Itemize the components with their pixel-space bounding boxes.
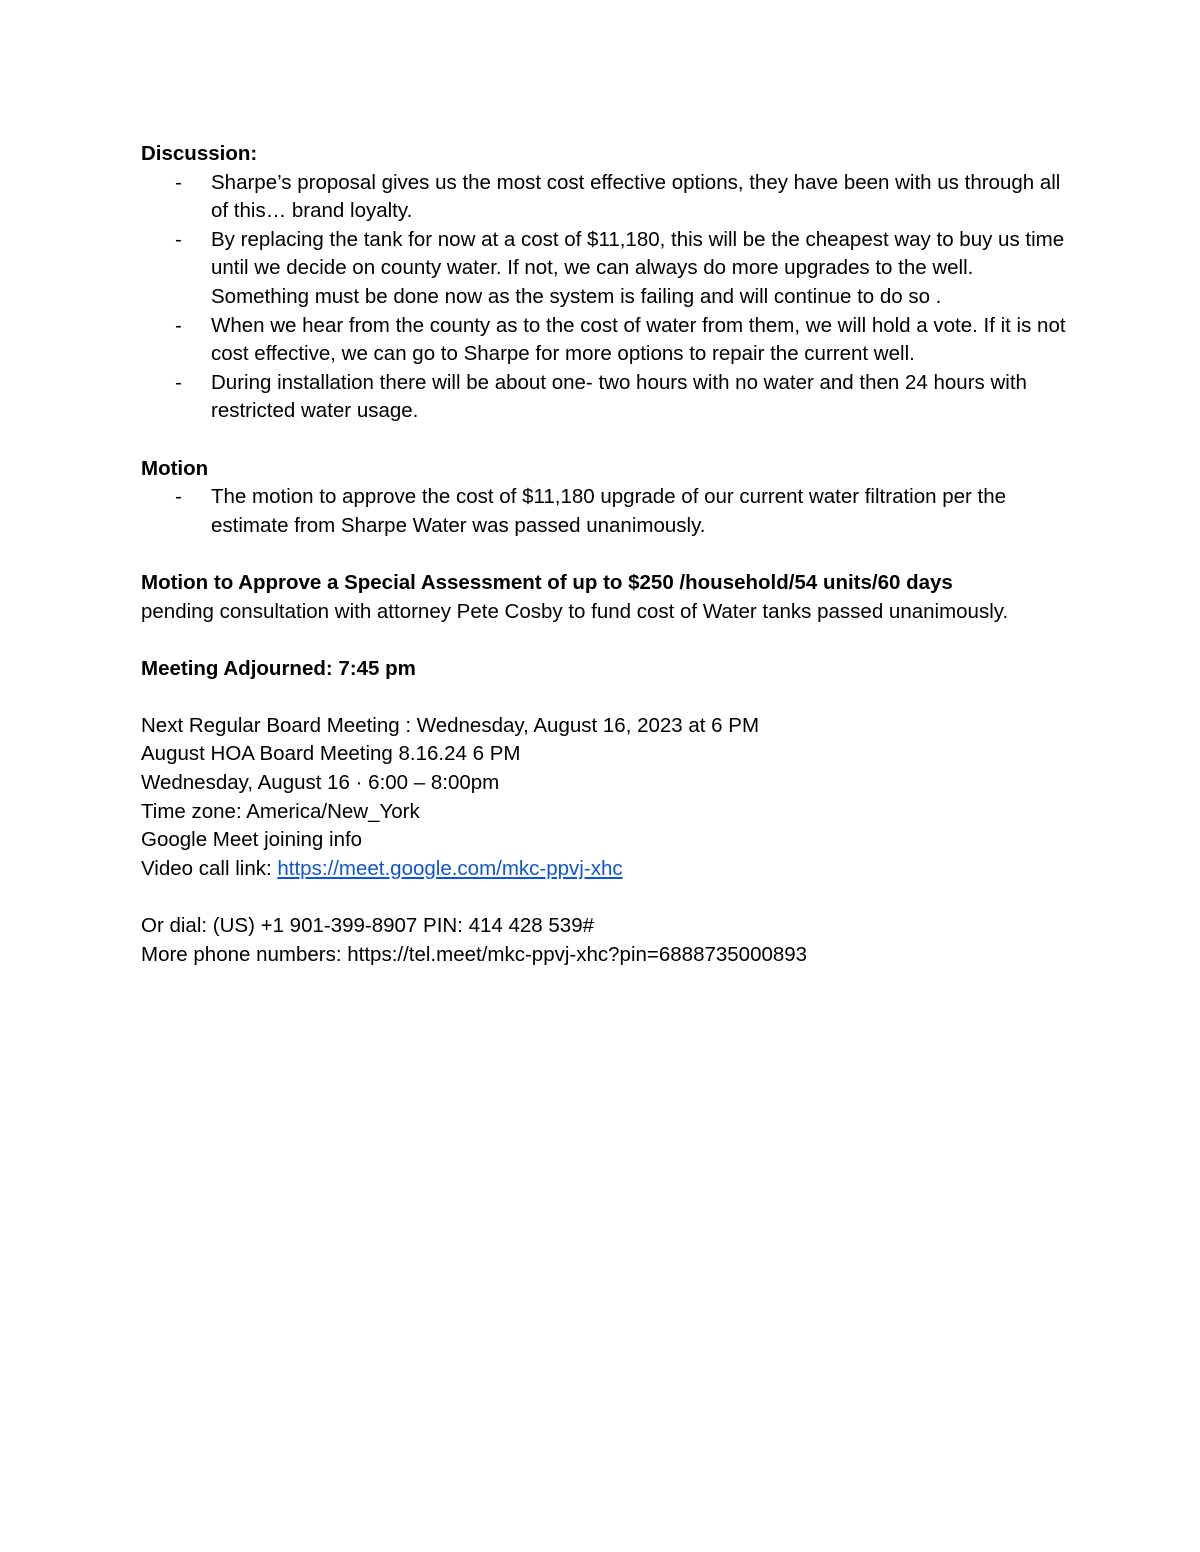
discussion-list [141, 169, 1071, 426]
more-numbers-line: More phone numbers: https://tel.meet/mkc-ppvj-xhc?pin=6888735000893 [141, 942, 808, 966]
discussion-item-text: When we hear from the county as to the cost of water from them, we will hold a vote. If it is not cost effective, we can go to Sharpe for more options to repair the current well. [211, 313, 1066, 366]
discussion-item [141, 369, 1071, 426]
next-meeting-line: Next Regular Board Meeting : Wednesday, August 16, 2023 at 6 PM [141, 713, 760, 737]
adjourned-heading: Meeting Adjourned: 7:45 pm [141, 656, 416, 680]
discussion-item [141, 312, 1071, 369]
meeting-title-line: August HOA Board Meeting 8.16.24 6 PM [141, 742, 521, 766]
discussion-item-text: Sharpe’s proposal gives us the most cost effective options, they have been with us through all of this… brand loyalty. [211, 170, 1061, 223]
spacer [141, 683, 1071, 712]
motion-list [141, 483, 1071, 540]
video-call-label: Video call link: [141, 856, 278, 880]
dash-bullet: - [175, 227, 182, 251]
video-call-line [141, 855, 1071, 884]
spacer [141, 426, 1071, 455]
motion-item [141, 483, 1071, 540]
meeting-time-line: Wednesday, August 16 · 6:00 – 8:00pm [141, 771, 500, 795]
meet-info-line: Google Meet joining info [141, 828, 363, 852]
time-zone-line: Time zone: America/New_York [141, 799, 420, 823]
motion-heading: Motion [141, 456, 209, 480]
dash-bullet: - [175, 313, 182, 337]
document-page [141, 140, 1071, 969]
spacer [141, 540, 1071, 569]
discussion-item-text: By replacing the tank for now at a cost of $11,180, this will be the cheapest way to buy us time until we decide on county water. If not, we can always do more upgrades to the well. Something must be done now as the system is failing and will continue to do so . [211, 227, 1065, 308]
dash-bullet: - [175, 170, 182, 194]
assessment-text: pending consultation with attorney Pete Cosby to fund cost of Water tanks passed unanimously. [141, 599, 1009, 623]
video-call-link[interactable]: https://meet.google.com/mkc-ppvj-xhc [277, 856, 623, 880]
motion-item-text: The motion to approve the cost of $11,180 upgrade of our current water filtration per the estimate from Sharpe Water was passed unanimously. [211, 485, 1007, 537]
discussion-item-text: During installation there will be about one- two hours with no water and then 24 hours with restricted water usage. [211, 370, 1027, 423]
dash-bullet: - [175, 485, 182, 509]
discussion-item [141, 226, 1071, 312]
dial-in-line: Or dial: (US) +1 901-399-8907 PIN: 414 428 539# [141, 914, 594, 938]
assessment-heading: Motion to Approve a Special Assessment of up to $250 /household/54 units/60 days [141, 570, 953, 594]
dash-bullet: - [175, 370, 182, 394]
spacer [141, 883, 1071, 912]
spacer [141, 626, 1071, 655]
discussion-item [141, 169, 1071, 226]
discussion-heading: Discussion: [141, 142, 258, 165]
